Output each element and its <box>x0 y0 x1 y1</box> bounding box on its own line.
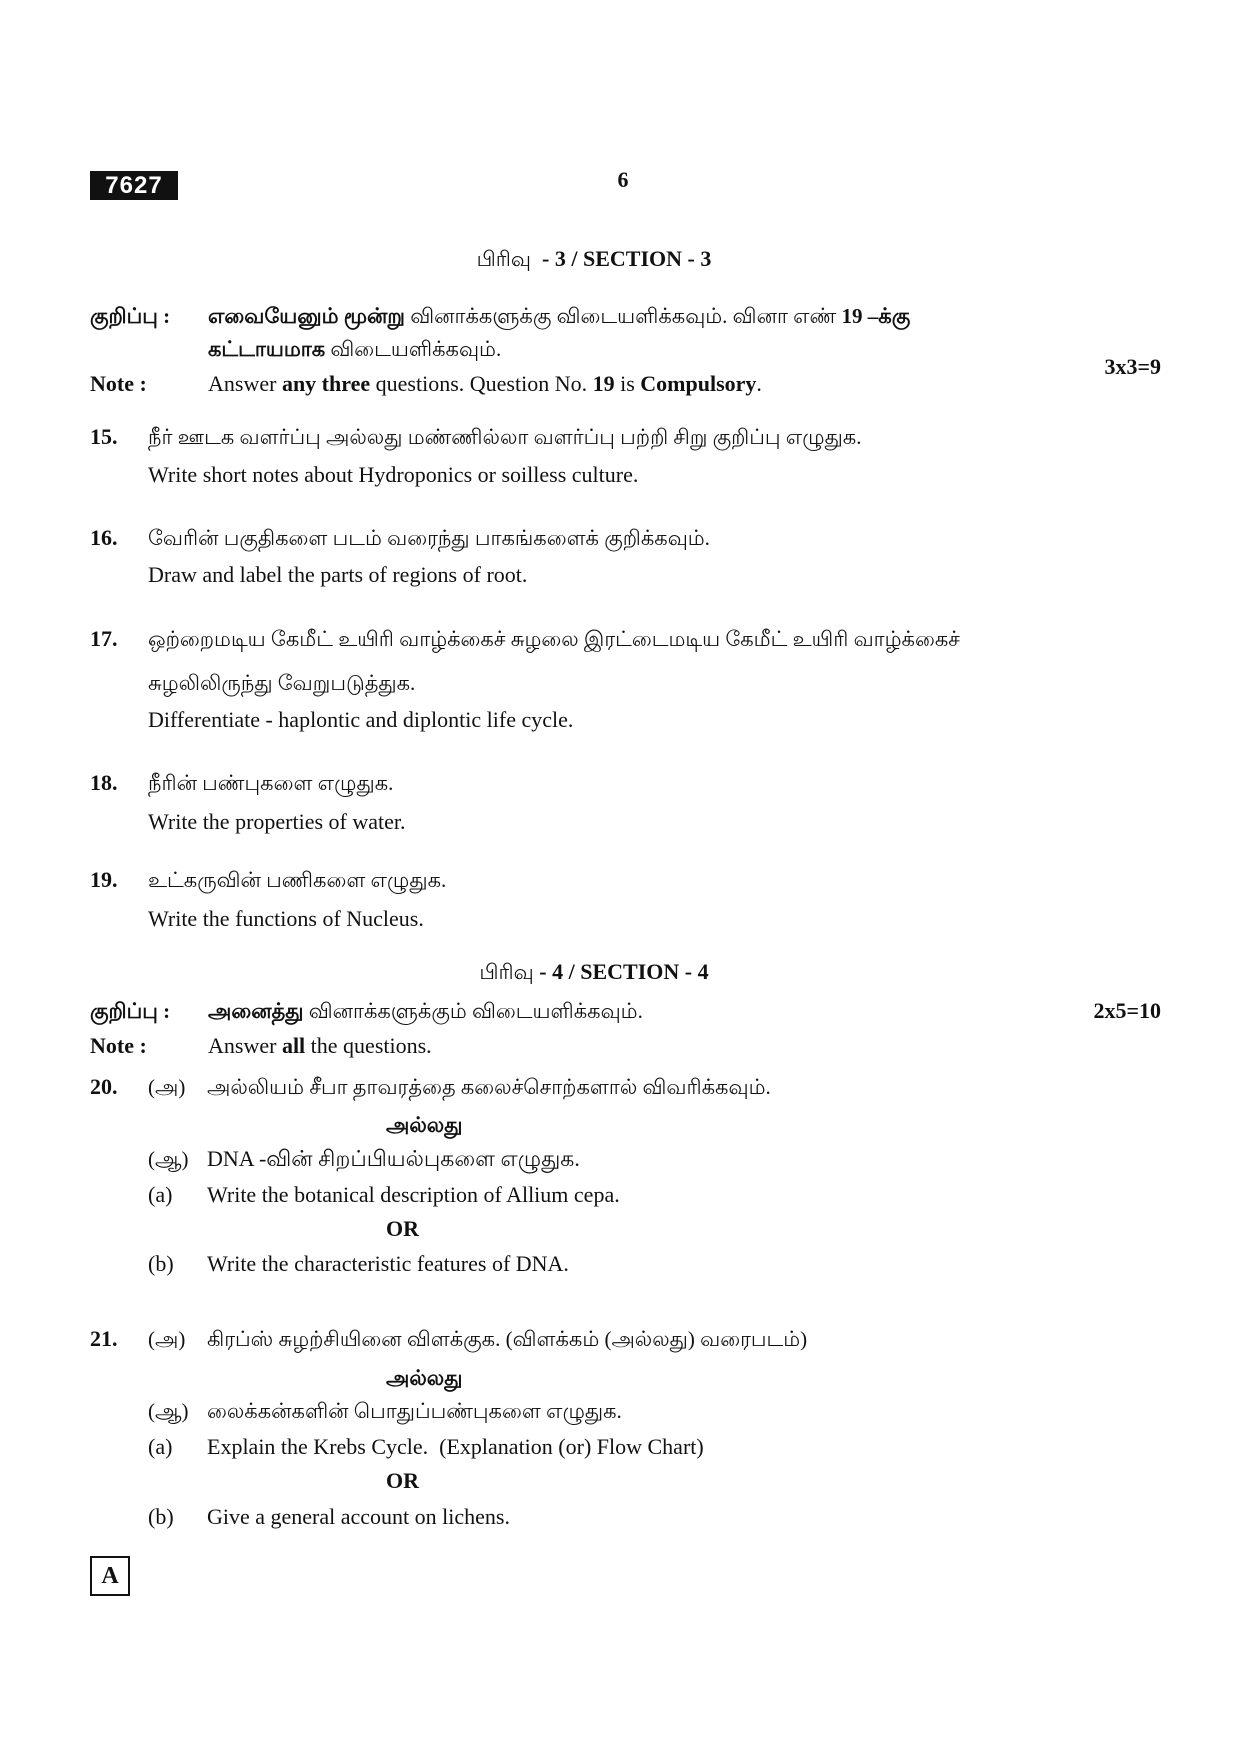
note-text: விடையளிக்கவும். <box>325 337 502 361</box>
option-text-tamil: அல்லியம் சீபா தாவரத்தை கலைச்சொற்களால் விவரிக்கவும். <box>207 1075 771 1099</box>
section-heading-tamil: பிரிவு <box>479 960 534 984</box>
question-19-tamil <box>0 866 1240 894</box>
question-text-tamil: சுழலிலிருந்து வேறுபடுத்துக. <box>148 671 416 695</box>
question-text-english: Draw and label the parts of regions of root. <box>148 562 528 587</box>
note-bold: any three <box>281 371 371 396</box>
note-text: வினாக்களுக்கும் விடையளிக்கவும். <box>303 999 643 1023</box>
question-21-english-or <box>0 1467 1240 1495</box>
page-number: 6 <box>617 167 629 192</box>
version-mark-box: A <box>90 1556 130 1596</box>
option-text-tamil: லைக்கன்களின் பொதுப்பண்புகளை எழுதுக. <box>207 1399 622 1423</box>
note-bold: எவையேனும் மூன்று <box>208 304 405 328</box>
note-text-tamil <box>208 302 910 330</box>
question-21-english-a <box>0 1433 1240 1461</box>
question-19-english <box>0 905 1240 933</box>
question-text-tamil: உட்கருவின் பணிகளை எழுதுக. <box>148 868 447 892</box>
note-bold: கட்டாயமாக <box>208 337 326 361</box>
question-text-english: Write the properties of water. <box>148 809 406 834</box>
note-text-english <box>208 370 762 398</box>
question-16-tamil <box>0 524 1240 552</box>
note-text: . <box>756 371 762 396</box>
note-text: questions. Question No. <box>370 371 593 396</box>
note-label-tamil: குறிப்பு : <box>90 999 171 1023</box>
section-heading-english: - 4 / SECTION - 4 <box>533 959 709 984</box>
paper-code-badge: 7627 <box>90 171 178 200</box>
question-21-tamil-a <box>0 1325 1240 1353</box>
option-text-tamil: கிரப்ஸ் சுழற்சியினை விளக்குக. (விளக்கம் (அல்லது) வரைபடம்) <box>207 1327 808 1351</box>
section-4-marks: 2x5=10 <box>1093 998 1161 1023</box>
question-21-tamil-b <box>0 1397 1240 1425</box>
option-label: (அ) <box>148 1075 186 1099</box>
question-text-tamil: வேரின் பகுதிகளை படம் வரைந்து பாகங்களைக் குறிக்கவும். <box>148 526 710 550</box>
option-label: (அ) <box>148 1327 186 1351</box>
section-4-note-english <box>0 1032 1240 1060</box>
question-text-english: Write the functions of Nucleus. <box>148 906 424 931</box>
question-text-tamil: ஒற்றைமடிய கேமீட் உயிரி வாழ்க்கைச் சுழலை இரட்டைமடிய கேமீட் உயிரி வாழ்க்கைச் <box>148 627 960 651</box>
or-divider-tamil: அல்லது <box>386 1366 463 1390</box>
note-bold: all <box>281 1033 306 1058</box>
question-number: 18. <box>90 770 118 795</box>
option-text-english: Write the botanical description of Allium cepa. <box>207 1182 620 1207</box>
section-heading-english: - 3 / SECTION - 3 <box>531 246 712 271</box>
note-text: Answer <box>208 371 282 396</box>
question-number: 21. <box>90 1326 118 1351</box>
question-17-tamil-1 <box>0 625 1240 653</box>
option-label: (b) <box>148 1251 174 1276</box>
note-text: is <box>614 371 641 396</box>
or-divider-english: OR <box>386 1216 419 1241</box>
question-21-tamil-or <box>0 1364 1240 1392</box>
note-label-english: Note : <box>90 371 147 396</box>
question-20-tamil-or <box>0 1111 1240 1139</box>
question-20-tamil-b <box>0 1145 1240 1173</box>
section-4-heading <box>394 958 794 986</box>
note-bold: அனைத்து <box>208 999 304 1023</box>
question-20-english-a <box>0 1181 1240 1209</box>
section-3-note-english <box>0 370 1240 398</box>
option-label: (a) <box>148 1434 173 1459</box>
option-label: (a) <box>148 1182 173 1207</box>
question-16-english <box>0 561 1240 589</box>
question-17-english <box>0 706 1240 734</box>
section-4-note-tamil <box>0 997 1240 1025</box>
note-text-english <box>208 1032 432 1060</box>
note-text: வினாக்களுக்கு விடையளிக்கவும். வினா எண் <box>404 304 842 328</box>
note-text-tamil <box>208 997 643 1025</box>
or-divider-tamil: அல்லது <box>386 1113 463 1137</box>
option-text-english: Write the characteristic features of DNA. <box>207 1251 569 1276</box>
question-15-tamil <box>0 423 1240 451</box>
question-18-english <box>0 808 1240 836</box>
question-number: 16. <box>90 525 118 550</box>
question-number: 20. <box>90 1074 118 1099</box>
question-text-english: Write short notes about Hydroponics or soilless culture. <box>148 462 639 487</box>
section-3-heading <box>394 245 794 273</box>
question-17-tamil-2 <box>0 669 1240 697</box>
option-text-english: Give a general account on lichens. <box>207 1504 510 1529</box>
option-label: (ஆ) <box>148 1399 189 1423</box>
note-label-tamil: குறிப்பு : <box>90 304 171 328</box>
option-label: (b) <box>148 1504 174 1529</box>
section-heading-tamil: பிரிவு <box>476 247 532 271</box>
question-15-english <box>0 461 1240 489</box>
note-text: Answer <box>208 1033 282 1058</box>
note-text: the questions. <box>305 1033 432 1058</box>
question-number: 15. <box>90 424 118 449</box>
note-label-english: Note : <box>90 1033 147 1058</box>
question-text-tamil: நீரின் பண்புகளை எழுதுக. <box>148 771 394 795</box>
question-18-tamil <box>0 769 1240 797</box>
question-number: 19. <box>90 867 118 892</box>
question-20-english-or <box>0 1215 1240 1243</box>
question-20-english-b <box>0 1250 1240 1278</box>
question-number: 17. <box>90 626 118 651</box>
option-label: (ஆ) <box>148 1147 189 1171</box>
or-divider-english: OR <box>386 1468 419 1493</box>
section-3-marks: 3x3=9 <box>1104 354 1161 379</box>
note-bold: 19 –க்கு <box>841 304 911 328</box>
option-text-tamil: DNA -வின் சிறப்பியல்புகளை எழுதுக. <box>207 1146 580 1171</box>
question-21-english-b <box>0 1503 1240 1531</box>
question-20-tamil-a <box>0 1073 1240 1101</box>
option-text-english: Explain the Krebs Cycle. (Explanation (or) Flow Chart) <box>207 1434 704 1459</box>
note-bold: 19 <box>592 371 615 396</box>
question-text-tamil: நீர் ஊடக வளர்ப்பு அல்லது மண்ணில்லா வளர்ப்பு பற்றி சிறு குறிப்பு எழுதுக. <box>148 425 862 449</box>
section-3-note-tamil-line-1 <box>0 302 1240 330</box>
question-text-english: Differentiate - haplontic and diplontic life cycle. <box>148 707 574 732</box>
note-bold: Compulsory <box>640 371 757 396</box>
